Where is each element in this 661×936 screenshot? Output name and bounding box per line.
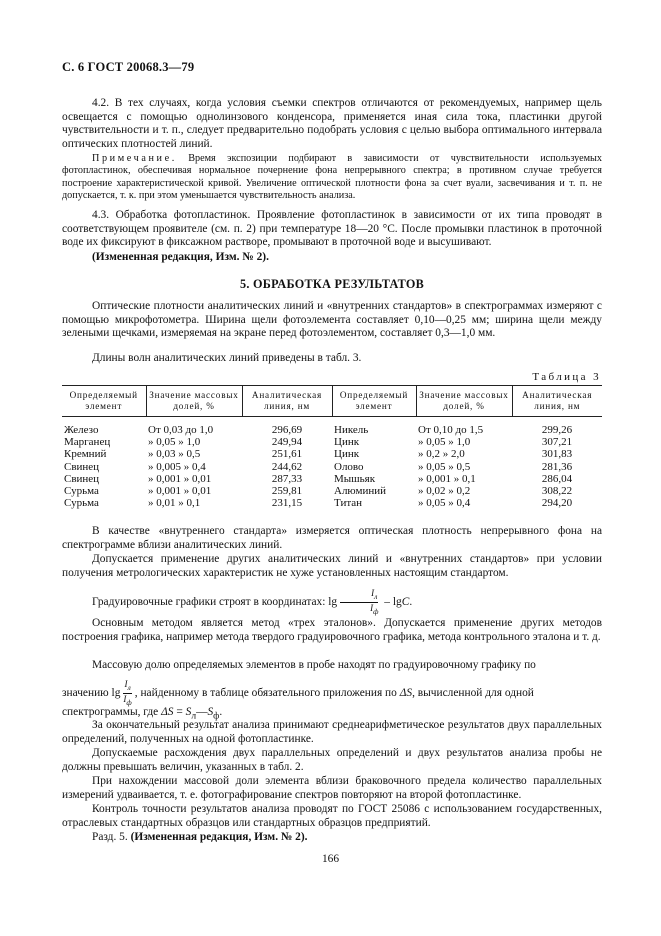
range-cell [146, 485, 242, 497]
line-cell: 301,83 [541, 448, 573, 461]
range-from: » 0,01 [148, 497, 176, 510]
formula-fraction-2 [123, 679, 131, 708]
note-label: Примечание. [92, 153, 177, 164]
table-header-row [62, 386, 602, 417]
paragraph-5-3: В качестве «внутреннего стандарта» измеряется оптическая плотность непрерывного фона на спектрограмме вблизи аналитических линий. [62, 525, 602, 551]
range-cell [416, 485, 512, 497]
range-from: » 0,05 [418, 497, 446, 510]
range-cell [146, 448, 242, 460]
line-cell: 251,61 [271, 448, 303, 461]
formula-lg-2: lg [111, 686, 121, 699]
range-cell [416, 461, 512, 473]
element-cell: Цинк [334, 448, 360, 461]
table-row [62, 417, 602, 437]
paragraph-5-2: Длины волн аналитических линий приведены в табл. 3. [92, 352, 362, 364]
range-cell [146, 417, 242, 437]
range-cell [416, 448, 512, 460]
table-row [62, 485, 602, 497]
element-cell: Кремний [64, 448, 107, 461]
range-to: » 0,5 [178, 448, 201, 461]
range-to: до 1,5 [455, 424, 484, 436]
range-to: » 0,5 [448, 460, 471, 473]
range-to: » 0,4 [448, 497, 471, 510]
element-cell: Железо [64, 424, 99, 436]
range-from: » 0,05 [148, 436, 176, 449]
range-to: » 0,1 [178, 497, 201, 510]
element-cell: Никель [334, 424, 369, 436]
formula2-delta: ΔS [161, 706, 174, 718]
line-cell: 307,21 [541, 436, 573, 449]
line-cell: 231,15 [271, 497, 303, 510]
line-cell: 308,22 [541, 485, 573, 498]
note-text: Время экспозиции подбирают в зависимости от чувствительности используемых фотопластинок, обеспечивая нормальное почернение фона непрерывного спектра; в противном случае требуется построение характеристической кривой. Увеличение оптической плотности фона за счет вуали, засвечивания и т. п. не допускается, т. к. при этом уменьшается чувствительность анализа. [62, 153, 602, 202]
formula2-s1: S [185, 706, 192, 718]
line-cell: 287,33 [271, 472, 303, 485]
line-cell: 286,04 [541, 472, 573, 485]
denominator-subscript-2: ф [126, 697, 132, 707]
range-from: » 0,05 [418, 460, 446, 473]
formula-fraction [340, 588, 378, 617]
range-from: От 0,03 [148, 424, 183, 436]
header-analytical-line: Аналитическая линия, нм [242, 386, 332, 417]
table-row [62, 448, 602, 460]
line-cell: 294,20 [541, 497, 573, 510]
range-cell [146, 473, 242, 485]
computed-text: , вычисленной для одной [412, 686, 534, 699]
denominator-symbol: I [370, 602, 374, 613]
range-from: » 0,001 [148, 485, 181, 498]
header-analytical-line: Аналитическая линия, нм [512, 386, 602, 417]
element-cell: Сурьма [64, 485, 99, 498]
numerator-symbol-2: I [124, 679, 128, 689]
coordinates-text: Градуировочные графики строят в координатах: [92, 595, 326, 608]
line-cell: 249,94 [271, 436, 303, 449]
element-cell: Свинец [64, 472, 100, 485]
range-cell [416, 436, 512, 448]
page-number: 166 [321, 853, 340, 865]
paragraph-4-2: 4.2. В тех случаях, когда условия съемки спектров отличаются от рекомендуемых, например щель освещается с помощью однолинзового конденсора, применяется иная сила тока, пластинки другой чувствительности и т. п., следует предварительно подобрать условия с целью выбора оптимального интервала оптических плотностей линий. [62, 97, 602, 150]
revision-note-1: (Измененная редакция, Изм. № 2). [92, 251, 269, 263]
paragraph-5-1: Оптические плотности аналитических линий и «внутренних стандартов» в спектрограммах измеряют с помощью микрофотометра. Ширина щели фотоэлемента составляет 0,10—0,25 мм; ширина щели между зелеными щечками, измеряемая на экране перед фотоэлементом, составляет 0,3—1,0 мм. [62, 300, 602, 340]
found-text: , найденному в таблице обязательного приложения по [134, 686, 397, 699]
revision-note-2: (Измененная редакция, Изм. № 2). [130, 831, 308, 843]
range-cell [416, 473, 512, 485]
range-from: » 0,05 [418, 436, 446, 449]
section-title: 5. ОБРАБОТКА РЕЗУЛЬТАТОВ [239, 277, 425, 291]
paragraph-5-9: Допускаемые расхождения двух параллельных определений и двух результатов анализа пробы не должны превышать величин, указанных в табл. 2. [62, 747, 602, 773]
range-to: » 0,01 [183, 485, 212, 498]
element-cell: Цинк [334, 436, 360, 449]
range-cell [416, 497, 512, 509]
range-from: » 0,2 [418, 448, 440, 461]
range-to: до 1,0 [185, 424, 214, 436]
formula2-minus: — [196, 706, 208, 718]
element-cell: Олово [334, 460, 364, 473]
value-text: значению [62, 686, 109, 699]
header-mass-fraction: Значение массовых долей, % [416, 386, 512, 417]
paragraph-5-4: Допускается применение других аналитических линий и «внутренних стандартов» при условии получения метрологических характеристик не хуже установленных настоящим стандартом. [62, 553, 602, 579]
numerator-subscript: л [374, 591, 378, 601]
element-cell: Марганец [64, 436, 111, 449]
range-to: » 2,0 [442, 448, 465, 461]
numerator-subscript-2: л [127, 682, 131, 692]
range-cell [416, 417, 512, 437]
range-cell [146, 497, 242, 509]
paragraph-5-8: За окончательный результат анализа принимают среднеарифметическое результатов двух параллельных определений, полученных на одной фотопластинке. [62, 719, 602, 745]
line-cell: 281,36 [541, 460, 573, 473]
formula-variable: C [401, 595, 410, 608]
header-element: Определяемый элемент [62, 386, 146, 417]
range-to: » 1,0 [448, 436, 471, 449]
formula-end: . [409, 595, 413, 608]
range-to: » 1,0 [178, 436, 201, 449]
fraction-denominator [340, 603, 378, 617]
range-from: От 0,10 [418, 424, 453, 436]
range-cell [146, 436, 242, 448]
element-cell: Сурьма [64, 497, 99, 510]
paragraph-5-6: Основным методом является метод «трех эталонов». Допускается применение других методов построения графика, например метода твердого градуировочного графика, метода контрольного эталона и т. д. [62, 617, 602, 643]
table-row [62, 461, 602, 473]
range-from: » 0,005 [148, 460, 181, 473]
spectrogram-text: спектрограммы, где [62, 706, 159, 718]
wavelength-table [62, 385, 602, 509]
range-from: » 0,001 [418, 472, 451, 485]
denominator-symbol-2: I [123, 693, 127, 704]
paragraph-5-10: При нахождении массовой доли элемента вблизи браковочного предела количество параллельных измерений удваивается, т. е. фотографирование спектров повторяют на второй фотопластинке. [62, 775, 602, 801]
table-row [62, 497, 602, 509]
line-cell: 299,26 [541, 424, 573, 436]
range-from: » 0,03 [148, 448, 176, 461]
delta-s: ΔS [399, 686, 413, 699]
table-caption: Таблица 3 [532, 371, 601, 383]
section-ref: Разд. 5. [92, 831, 131, 843]
formula-rest: – lg [384, 595, 402, 608]
range-from: » 0,02 [418, 485, 446, 498]
element-cell: Титан [334, 497, 363, 510]
fraction-numerator [340, 588, 378, 603]
paragraph-4-3: 4.3. Обработка фотопластинок. Проявление фотопластинок в зависимости от их типа проводят в соответствующем проявителе (см. п. 2) при температуре 18—20 °С. После промывки пластинок в проточной воде их фиксируют в фиксажном растворе, промывают в проточной воде и высушивают. [62, 209, 602, 249]
element-cell: Свинец [64, 460, 100, 473]
header-element: Определяемый элемент [332, 386, 416, 417]
line-cell: 244,62 [271, 460, 303, 473]
range-cell [146, 461, 242, 473]
fraction-numerator-2 [123, 679, 131, 694]
table-row [62, 473, 602, 485]
line-cell: 296,69 [271, 424, 303, 436]
table-row [62, 436, 602, 448]
element-cell: Мышьяк [334, 472, 376, 485]
paragraph-5-5 [62, 588, 602, 617]
paragraph-5-7a: Массовую долю определяемых элементов в пробе находят по градуировочному графику по [92, 659, 536, 671]
formula2-eq: = [173, 706, 186, 718]
range-to: » 0,4 [183, 460, 206, 473]
numerator-symbol: I [371, 588, 375, 598]
formula2-end: . [219, 706, 223, 718]
note [62, 153, 602, 203]
paragraph-5-11: Контроль точности результатов анализа проводят по ГОСТ 25086 с использованием государственных, отраслевых стандартных образцов или стандартных образцов предприятий. [62, 803, 602, 829]
range-from: » 0,001 [148, 472, 181, 485]
denominator-subscript: ф [373, 606, 379, 616]
formula2-s2: S [207, 706, 214, 718]
range-to: » 0,01 [183, 472, 212, 485]
formula-lg: lg [328, 595, 338, 608]
formula2-s2-sub: ф [213, 711, 220, 722]
paragraph-5-12 [62, 831, 602, 845]
element-cell: Алюминий [334, 485, 387, 498]
range-to: » 0,1 [453, 472, 476, 485]
range-to: » 0,2 [448, 485, 471, 498]
paragraph-5-7b [62, 679, 602, 708]
header-mass-fraction: Значение массовых долей, % [146, 386, 242, 417]
page-header: С. 6 ГОСТ 20068.3—79 [62, 60, 195, 74]
formula2-s1-sub: л [191, 711, 197, 722]
line-cell: 259,81 [271, 485, 303, 498]
